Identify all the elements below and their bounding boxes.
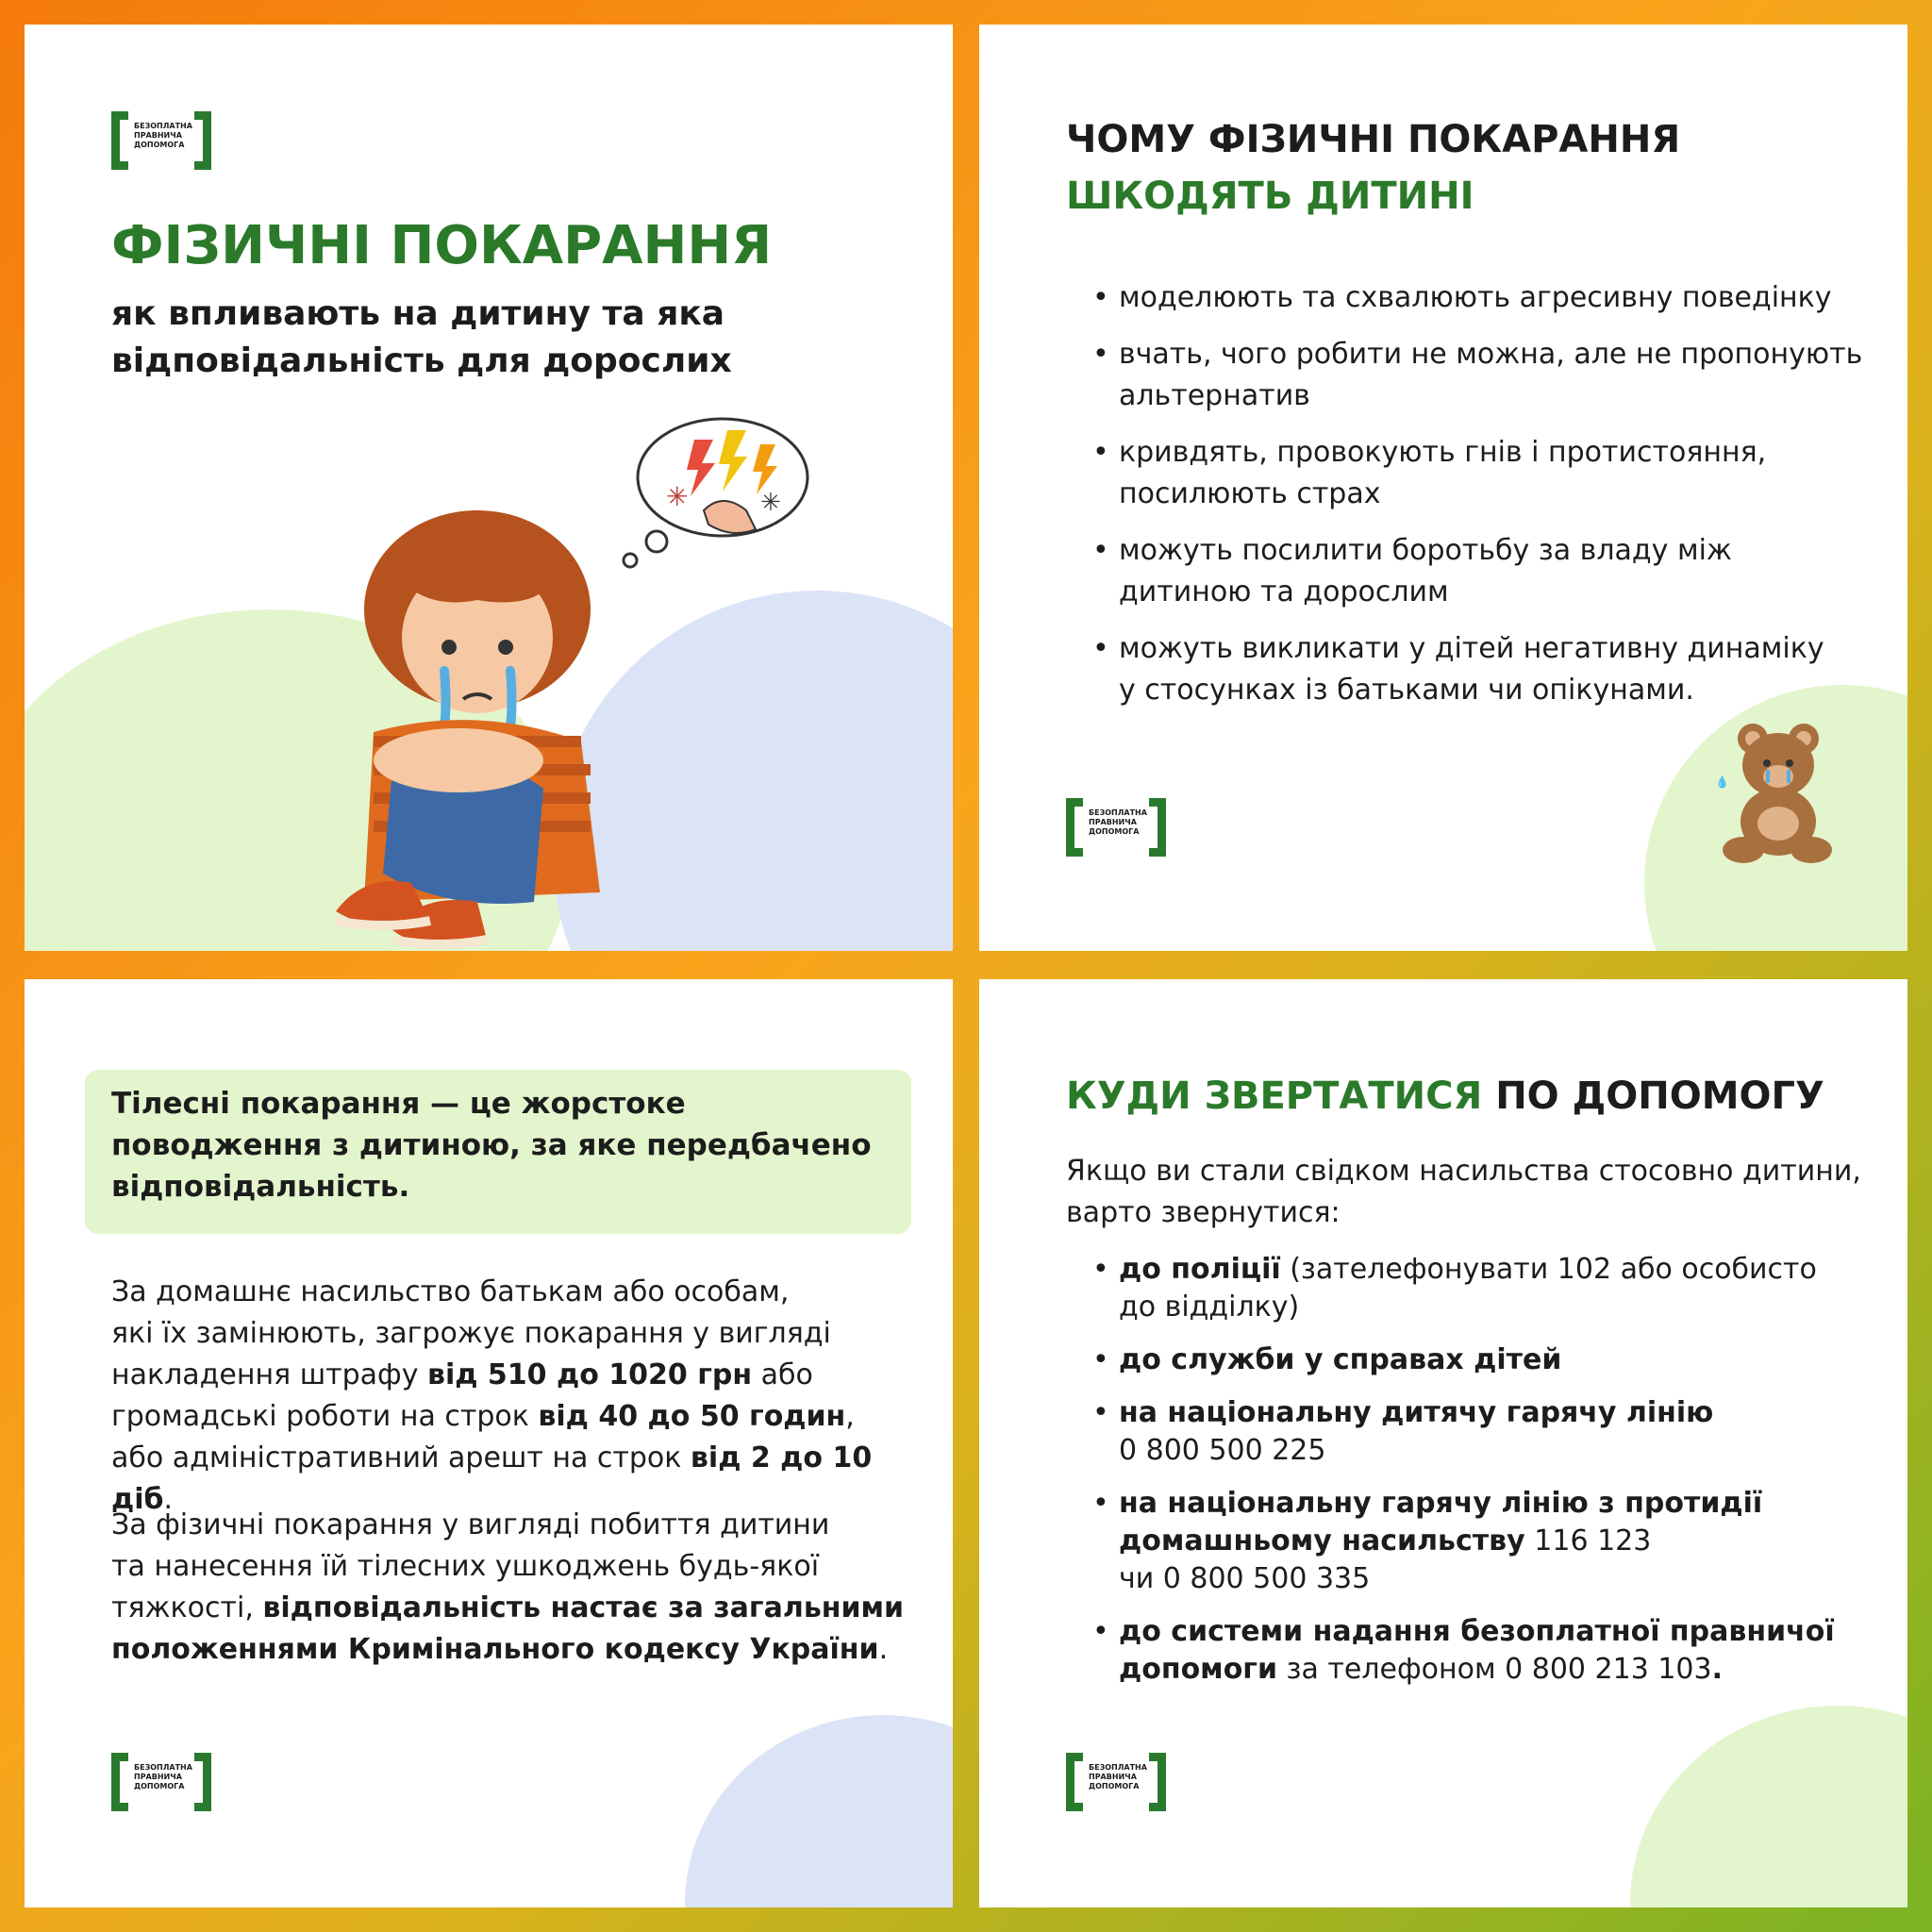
list-item-children-service: • до служби у справах дітей	[1091, 1341, 1883, 1379]
list-item-legal-aid: • до системи надання безоплатної правничої допомоги за телефоном 0 800 213 103.	[1091, 1613, 1883, 1689]
green-background-blob	[1630, 1706, 1907, 1907]
section-title: КУДИ ЗВЕРТАТИСЯ ПО ДОПОМОГУ	[1066, 1074, 1824, 1118]
panel-where-to-get-help	[979, 979, 1907, 1907]
panel-intro	[25, 25, 953, 951]
domestic-violence-paragraph: За домашнє насильство батькам або особам, які їх замінюють, загрожує покарання у вигляді накладення штрафу від 510 до 1020 грн або громадські роботи на строк від 40 до 50 годин, або адміністративний арешт на строк від 2 до 10 діб.	[111, 1275, 873, 1516]
panel-responsibility	[25, 979, 953, 1907]
intro-text: Якщо ви стали свідком насильства стосовно дитини, варто звернутися:	[1066, 1155, 1861, 1229]
logo: БЕЗОПЛАТНА ПРАВНИЧА ДОПОМОГА	[1066, 1753, 1166, 1819]
panel-why-harmful	[979, 25, 1907, 951]
blue-background-blob	[685, 1715, 953, 1907]
logo: БЕЗОПЛАТНА ПРАВНИЧА ДОПОМОГА	[111, 111, 211, 177]
svg-text:✳: ✳	[760, 489, 781, 517]
list-item-child-hotline: • на національну дитячу гарячу лінію 0 800 500 225	[1091, 1394, 1883, 1470]
list-item: • вчать, чого робити не можна, але не пропонують альтернатив	[1091, 334, 1864, 417]
list-item: • можуть посилити боротьбу за владу між дитиною та дорослим	[1091, 530, 1864, 613]
list-item: • можуть викликати у дітей негативну динаміку у стосунках із батьками чи опікунами.	[1091, 628, 1864, 711]
list-item-domestic-violence-hotline: • на національну гарячу лінію з протидії домашньому насильству 116 123 чи 0 800 500 335	[1091, 1485, 1883, 1598]
logo: БЕЗОПЛАТНА ПРАВНИЧА ДОПОМОГА	[111, 1753, 211, 1819]
logo: БЕЗОПЛАТНА ПРАВНИЧА ДОПОМОГА	[1066, 798, 1166, 864]
help-list	[1091, 1251, 1883, 1689]
list-item: • кривдять, провокують гнів і протистояння, посилюють страх	[1091, 432, 1864, 515]
page-subtitle: як впливають на дитину та яка відповідальність для дорослих	[111, 294, 732, 380]
page-title: ФІЗИЧНІ ПОКАРАННЯ	[111, 215, 773, 276]
svg-text:✳: ✳	[666, 481, 689, 512]
criminal-code-paragraph: За фізичні покарання у вигляді побиття дитини та нанесення їй тілесних ушкоджень будь-якої тяжкості, відповідальність настає за загальними положеннями Кримінального кодексу України.	[111, 1508, 905, 1666]
svg-text:💧: 💧	[1715, 775, 1729, 789]
sad-teddy-bear-illustration	[1715, 718, 1838, 869]
sad-child-illustration	[336, 506, 694, 949]
highlight-text: Тілесні покарання — це жорстоке поводження з дитиною, за яке передбачено відповідальність.	[111, 1087, 872, 1204]
list-item: • моделюють та схвалюють агресивну поведінку	[1091, 277, 1864, 319]
list-item-police: • до поліції (зателефонувати 102 або особисто до відділку)	[1091, 1251, 1883, 1326]
section-title: ЧОМУ ФІЗИЧНІ ПОКАРАННЯ ШКОДЯТЬ ДИТИНІ	[1066, 118, 1681, 218]
harm-list	[1091, 277, 1864, 711]
